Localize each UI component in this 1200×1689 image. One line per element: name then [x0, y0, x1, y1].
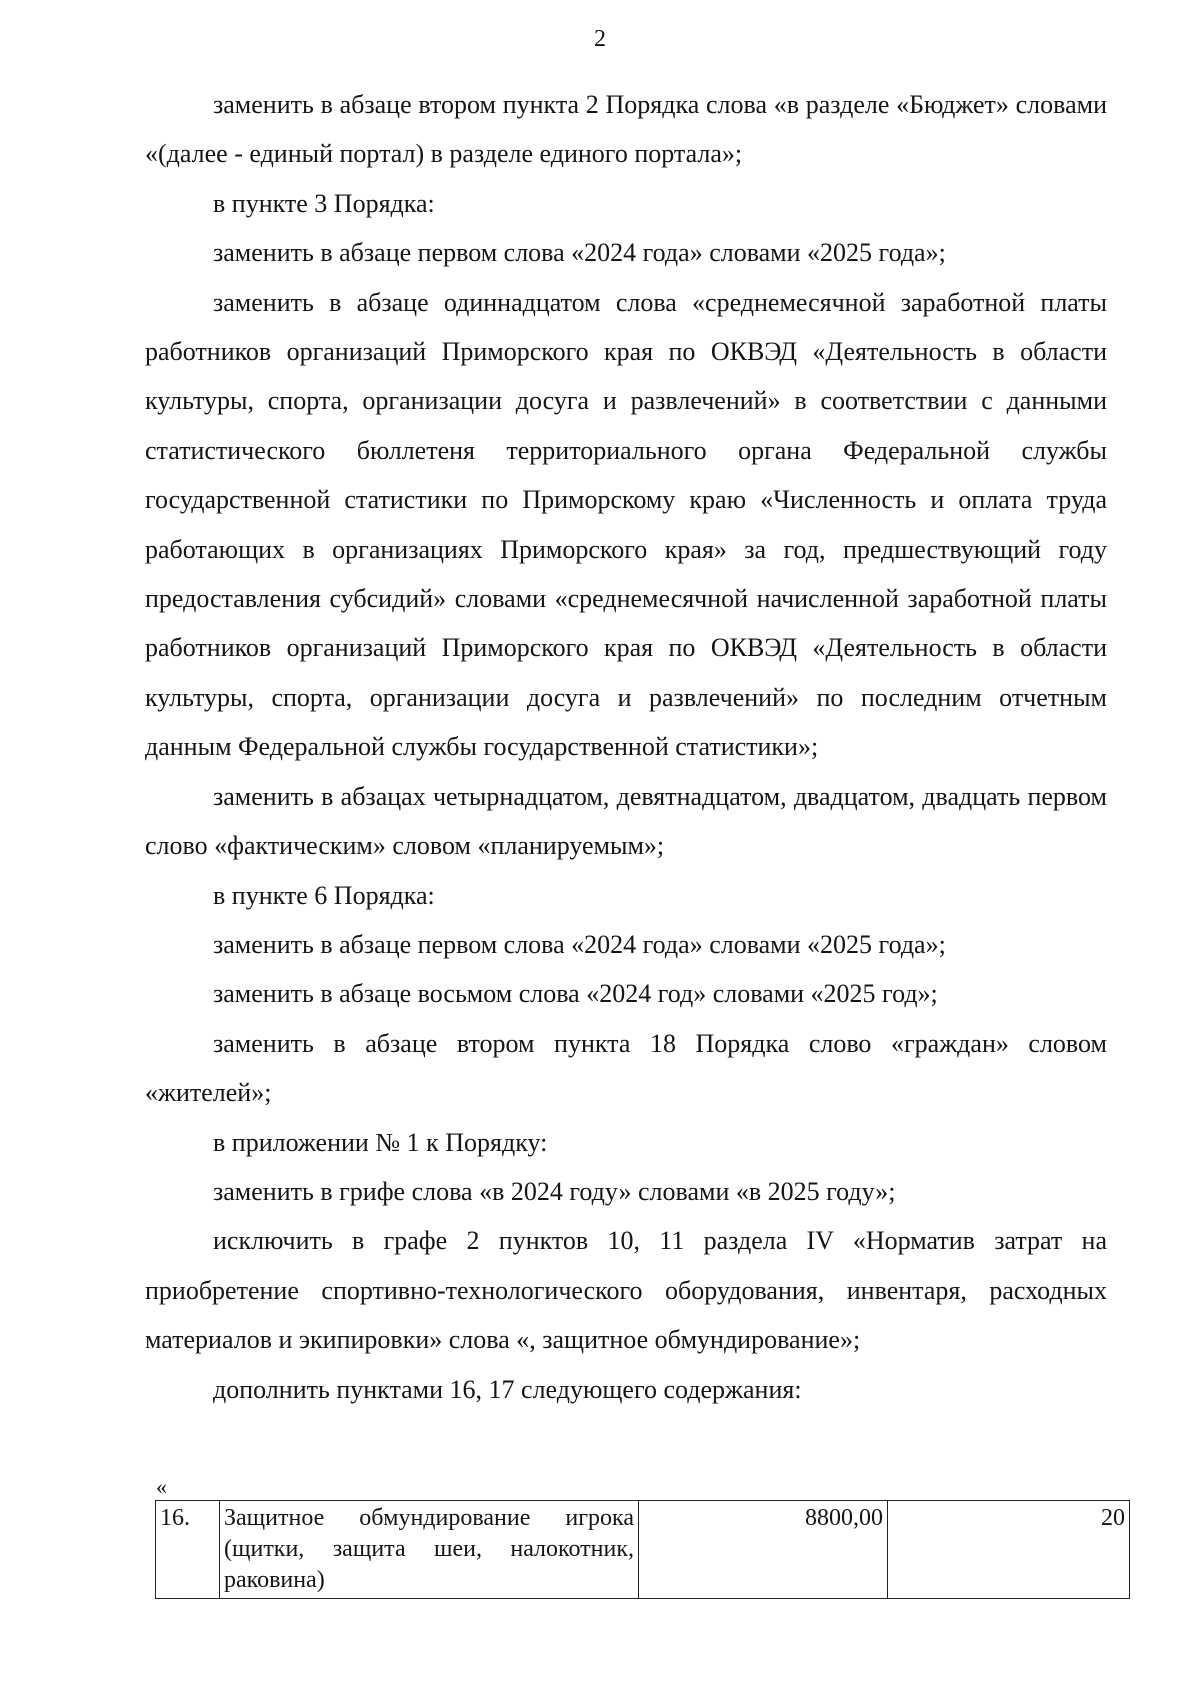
paragraph: заменить в абзаце первом слова «2024 года» словами «2025 года»;: [213, 238, 946, 268]
paragraph: в пункте 3 Порядка:: [213, 188, 435, 218]
paragraph: заменить в абзаце первом слова «2024 года» словами «2025 года»;: [213, 929, 946, 959]
paragraph: заменить в абзаце втором пункта 2 Порядка слова «в разделе «Бюджет» словами «(далее - единый портал) в разделе единого портала»;: [145, 90, 1107, 169]
paragraph: заменить в абзаце восьмом слова «2024 год» словами «2025 год»;: [213, 979, 938, 1009]
item-name-cell: Защитное обмундирование игрока (щитки, защита шеи, налокотник, раковина): [220, 1501, 639, 1599]
paragraph: заменить в абзаце одиннадцатом слова «среднемесячной заработной платы работников организаций Приморского края по ОКВЭД «Деятельность в области культуры, спорта, организации досуга и развлечений» в соответствии с данными статистического бюллетеня территориального органа Федеральной службы государственной статистики по Приморскому краю «Численность и оплата труда работающих в организациях Приморского края» за год, предшествующий году предоставления субсидий» словами «среднемесячной начисленной заработной платы работников организаций Приморского края по ОКВЭД «Деятельность в области культуры, спорта, организации досуга и развлечений» по последним отчетным данным Федеральной службы государственной статистики»;: [145, 287, 1107, 762]
opening-quote: «: [156, 1474, 167, 1499]
item-price-cell: 8800,00: [639, 1501, 888, 1599]
page-number: 2: [594, 26, 606, 52]
item-number-cell: 16.: [156, 1501, 220, 1599]
paragraph: заменить в грифе слова «в 2024 году» словами «в 2025 году»;: [213, 1176, 896, 1206]
inserted-items-table: [155, 1500, 1130, 1599]
paragraph: в пункте 6 Порядка:: [213, 880, 435, 910]
table-row: [156, 1501, 1130, 1599]
paragraph: заменить в абзацах четырнадцатом, девятнадцатом, двадцатом, двадцать первом слово «фактическим» словом «планируемым»;: [145, 781, 1107, 861]
paragraph: дополнить пунктами 16, 17 следующего содержания:: [213, 1374, 802, 1404]
paragraph: заменить в абзаце втором пункта 18 Порядка слово «граждан» словом «жителей»;: [145, 1028, 1107, 1108]
item-quantity-cell: 20: [888, 1501, 1130, 1599]
paragraph: исключить в графе 2 пунктов 10, 11 раздела IV «Норматив затрат на приобретение спортивно-технологического оборудования, инвентаря, расходных материалов и экипировки» слова «, защитное обмундирование»;: [145, 1226, 1107, 1355]
paragraph: в приложении № 1 к Порядку:: [213, 1127, 548, 1157]
document-body: [145, 80, 1107, 1414]
